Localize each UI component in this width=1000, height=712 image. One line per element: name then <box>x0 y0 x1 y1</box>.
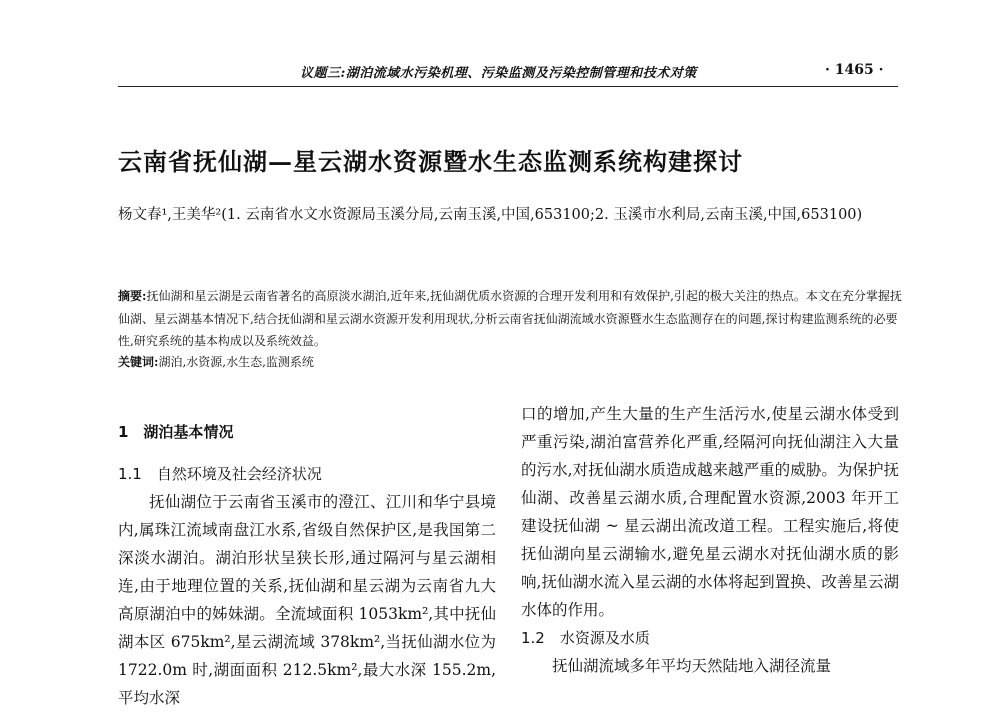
body-paragraph-continued: 口的增加,产生大量的生产生活污水,使星云湖水体受到严重污染,湖泊富营养化严重,经隔河向抚仙湖注入大量的污水,对抚仙湖水质造成越来越严重的威胁。为保护抚仙湖、改善星云湖水质,合理配置水资源,2003 年开工建设抚仙湖 ~ 星云湖出流改道工程。工程实施后,将使抚仙湖向星云湖输水,避免星云湖水对抚仙湖水质的影响,抚仙湖水流入星云湖的水体将起到置换、改善星云湖水体的作用。 <box>521 405 899 619</box>
paper-title: 云南省抚仙湖—星云湖水资源暨水生态监测系统构建探讨 <box>118 147 743 176</box>
subsection-heading: 1.2 水资源及水质 <box>521 629 650 647</box>
running-header: 议题三:湖泊流域水污染机理、污染监测及污染控制管理和技术对策 <box>300 66 697 81</box>
abstract-label: 摘要: <box>118 289 147 303</box>
keywords-text: 湖泊,水资源,水生态,监测系统 <box>158 355 314 369</box>
header-rule <box>118 86 898 87</box>
page-number: · 1465 · <box>825 62 884 78</box>
right-column <box>521 400 899 680</box>
keywords-label: 关键词: <box>118 355 159 369</box>
section-heading: 1 湖泊基本情况 <box>118 423 234 441</box>
abstract <box>118 285 903 353</box>
left-column <box>118 418 496 712</box>
authors-affiliations: 杨文春¹,王美华²(1. 云南省水文水资源局玉溪分局,云南玉溪,中国,653100;2. 玉溪市水利局,云南玉溪,中国,653100) <box>118 207 863 223</box>
body-paragraph: 抚仙湖位于云南省玉溪市的澄江、江川和华宁县境内,属珠江流域南盘江水系,省级自然保护区,是我国第二深淡水湖泊。湖泊形状呈狭长形,通过隔河与星云湖相连,由于地理位置的关系,抚仙湖和星云湖为云南省九大高原湖泊中的姊妹湖。全流域面积 1053km²,其中抚仙湖本区 675km²,星云湖流域 378km²,当抚仙湖水位为 1722.0m 时,湖面面积 212.5km²,最大水深 155.2m,平均水深 <box>118 493 496 707</box>
keywords <box>118 353 314 370</box>
body-paragraph: 抚仙湖流域多年平均天然陆地入湖径流量 <box>552 657 832 675</box>
subsection-heading: 1.1 自然环境及社会经济状况 <box>118 465 322 483</box>
abstract-text: 抚仙湖和星云湖是云南省著名的高原淡水湖泊,近年来,抚仙湖优质水资源的合理开发利用和有效保护,引起的极大关注的热点。本文在充分掌握抚仙湖、星云湖基本情况下,结合抚仙湖和星云湖水资源开发利用现状,分析云南省抚仙湖流域水资源暨水生态监测存在的问题,探讨构建监测系统的必要性,研究系统的基本构成以及系统效益。 <box>118 289 902 348</box>
